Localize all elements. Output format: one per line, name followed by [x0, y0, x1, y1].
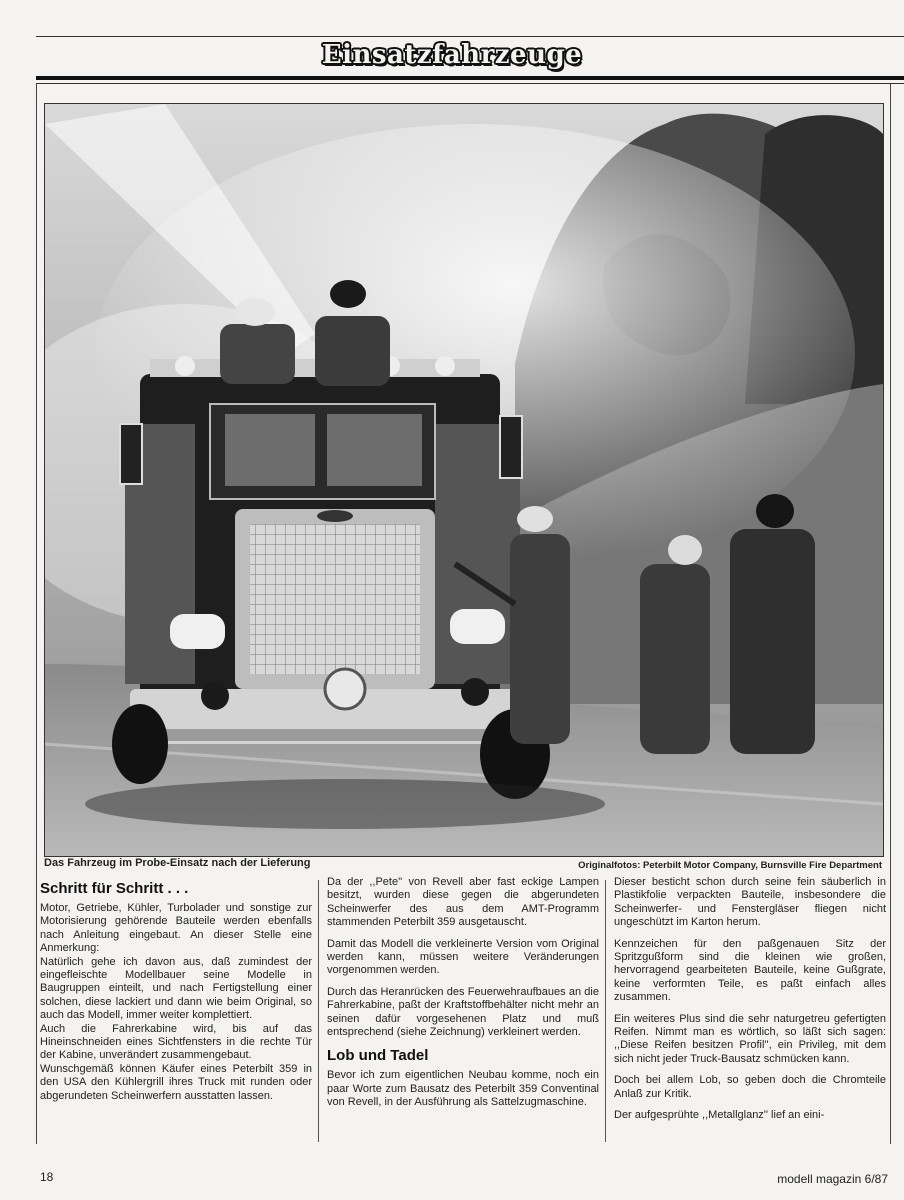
fire-truck-photo: [44, 103, 884, 857]
photo-credit: Originalfotos: Peterbilt Motor Company, Burnsville Fire Department: [578, 860, 882, 871]
magazine-issue: modell magazin 6/87: [777, 1172, 888, 1186]
header-rule-thin: [36, 83, 904, 84]
section-title: Einsatzfahrzeuge: [321, 40, 583, 70]
section-heading-lob-und-tadel: Lob und Tadel: [327, 1047, 429, 1065]
paragraph: Der aufgesprühte ,,Metallglanz'' lief an eini-: [614, 1109, 825, 1122]
paragraph: Natürlich gehe ich davon aus, daß zumindest der eingefleischte Modellbauer seine Modelle in Baugruppen einteilt, und nach Fertigstellung einer solchen, diese lackiert und dann wie beim Original, so auch das Modell, immer weiter komplettiert.: [40, 955, 312, 1022]
paragraph: Durch das Heranrücken des Feuerwehraufbaues an die Fahrerkabine, paßt der Kraftstoffbehälter nicht mehr an seinen dafür vorgesehenen Platz und muß entsprechend (siehe Zeichnung) verkleinert werden.: [327, 985, 599, 1039]
photo-illustration: [45, 104, 883, 856]
article-column-3: [614, 876, 886, 1131]
paragraph: Auch die Fahrerkabine wird, bis auf das Hineinschneiden eines Sichtfensters in die rechte Tür der Kabine, unverändert zusammengebaut.: [40, 1022, 312, 1062]
frame-right-rule: [890, 84, 891, 1144]
frame-left-rule: [36, 84, 37, 1144]
paragraph: Kennzeichen für den paßgenauen Sitz der Spritzgußform sind die kleinen wie großen, hervorragend gearbeiteten Bauteile, keine Gußgrate, keine verformten Teile, es paßt einfach alles zusammen.: [614, 937, 886, 1004]
article-column-2: [327, 876, 599, 1118]
column-rule-2: [605, 880, 606, 1142]
paragraph: Ein weiteres Plus sind die sehr naturgetreu gefertigten Reifen. Nimmt man es wörtlich, so läßt sich sagen: ,,Diese Reifen besitzen Profil'', ein Privileg, mit dem sich nicht jeder Truck-Bausatz schmücken kann.: [614, 1012, 886, 1065]
top-rule: [36, 36, 904, 37]
photo-caption: Das Fahrzeug im Probe-Einsatz nach der Lieferung: [44, 857, 311, 869]
paragraph: Motor, Getriebe, Kühler, Turbolader und sonstige zur Motorisierung gehörende Bauteile werden ebenfalls nach Anleitung eingebaut. An dieser Stelle eine Anmerkung:: [40, 902, 312, 955]
paragraph: Dieser besticht schon durch seine fein säuberlich in Plastikfolie verpackten Bauteile, insbesondere die Scheinwerfer- und Fenstergläser fliegen nicht ungeschützt im Karton herum.: [614, 876, 886, 929]
paragraph: Wunschgemäß können Käufer eines Peterbilt 359 in den USA den Kühlergrill ihres Truck mit runden oder abgerundeten Scheinwerfern ausstatten lassen.: [40, 1062, 312, 1102]
section-heading-schritt: Schritt für Schritt . . .: [40, 880, 189, 897]
paragraph: Bevor ich zum eigentlichen Neubau komme, noch ein paar Worte zum Bausatz des Peterbilt 359 Conventinal von Revell, in der Ausführung als Sattelzugmaschine.: [327, 1069, 599, 1109]
article-column-1: [40, 876, 312, 1103]
paragraph: Doch bei allem Lob, so geben doch die Chromteile Anlaß zur Kritik.: [614, 1074, 886, 1100]
column-rule-1: [318, 880, 319, 1142]
paragraph: Da der ,,Pete'' von Revell aber fast eckige Lampen besitzt, wurden diese gegen die abgerundeten Scheinwerfer des aus dem AMT-Programm stammenden Peterbilt 359 ausgetauscht.: [327, 876, 599, 929]
page-number: 18: [40, 1170, 54, 1184]
header-rule-thick: [36, 76, 904, 80]
paragraph: Damit das Modell die verkleinerte Version vom Original werden kann, müssen weitere Veränderungen vorgenommen werden.: [327, 937, 599, 977]
